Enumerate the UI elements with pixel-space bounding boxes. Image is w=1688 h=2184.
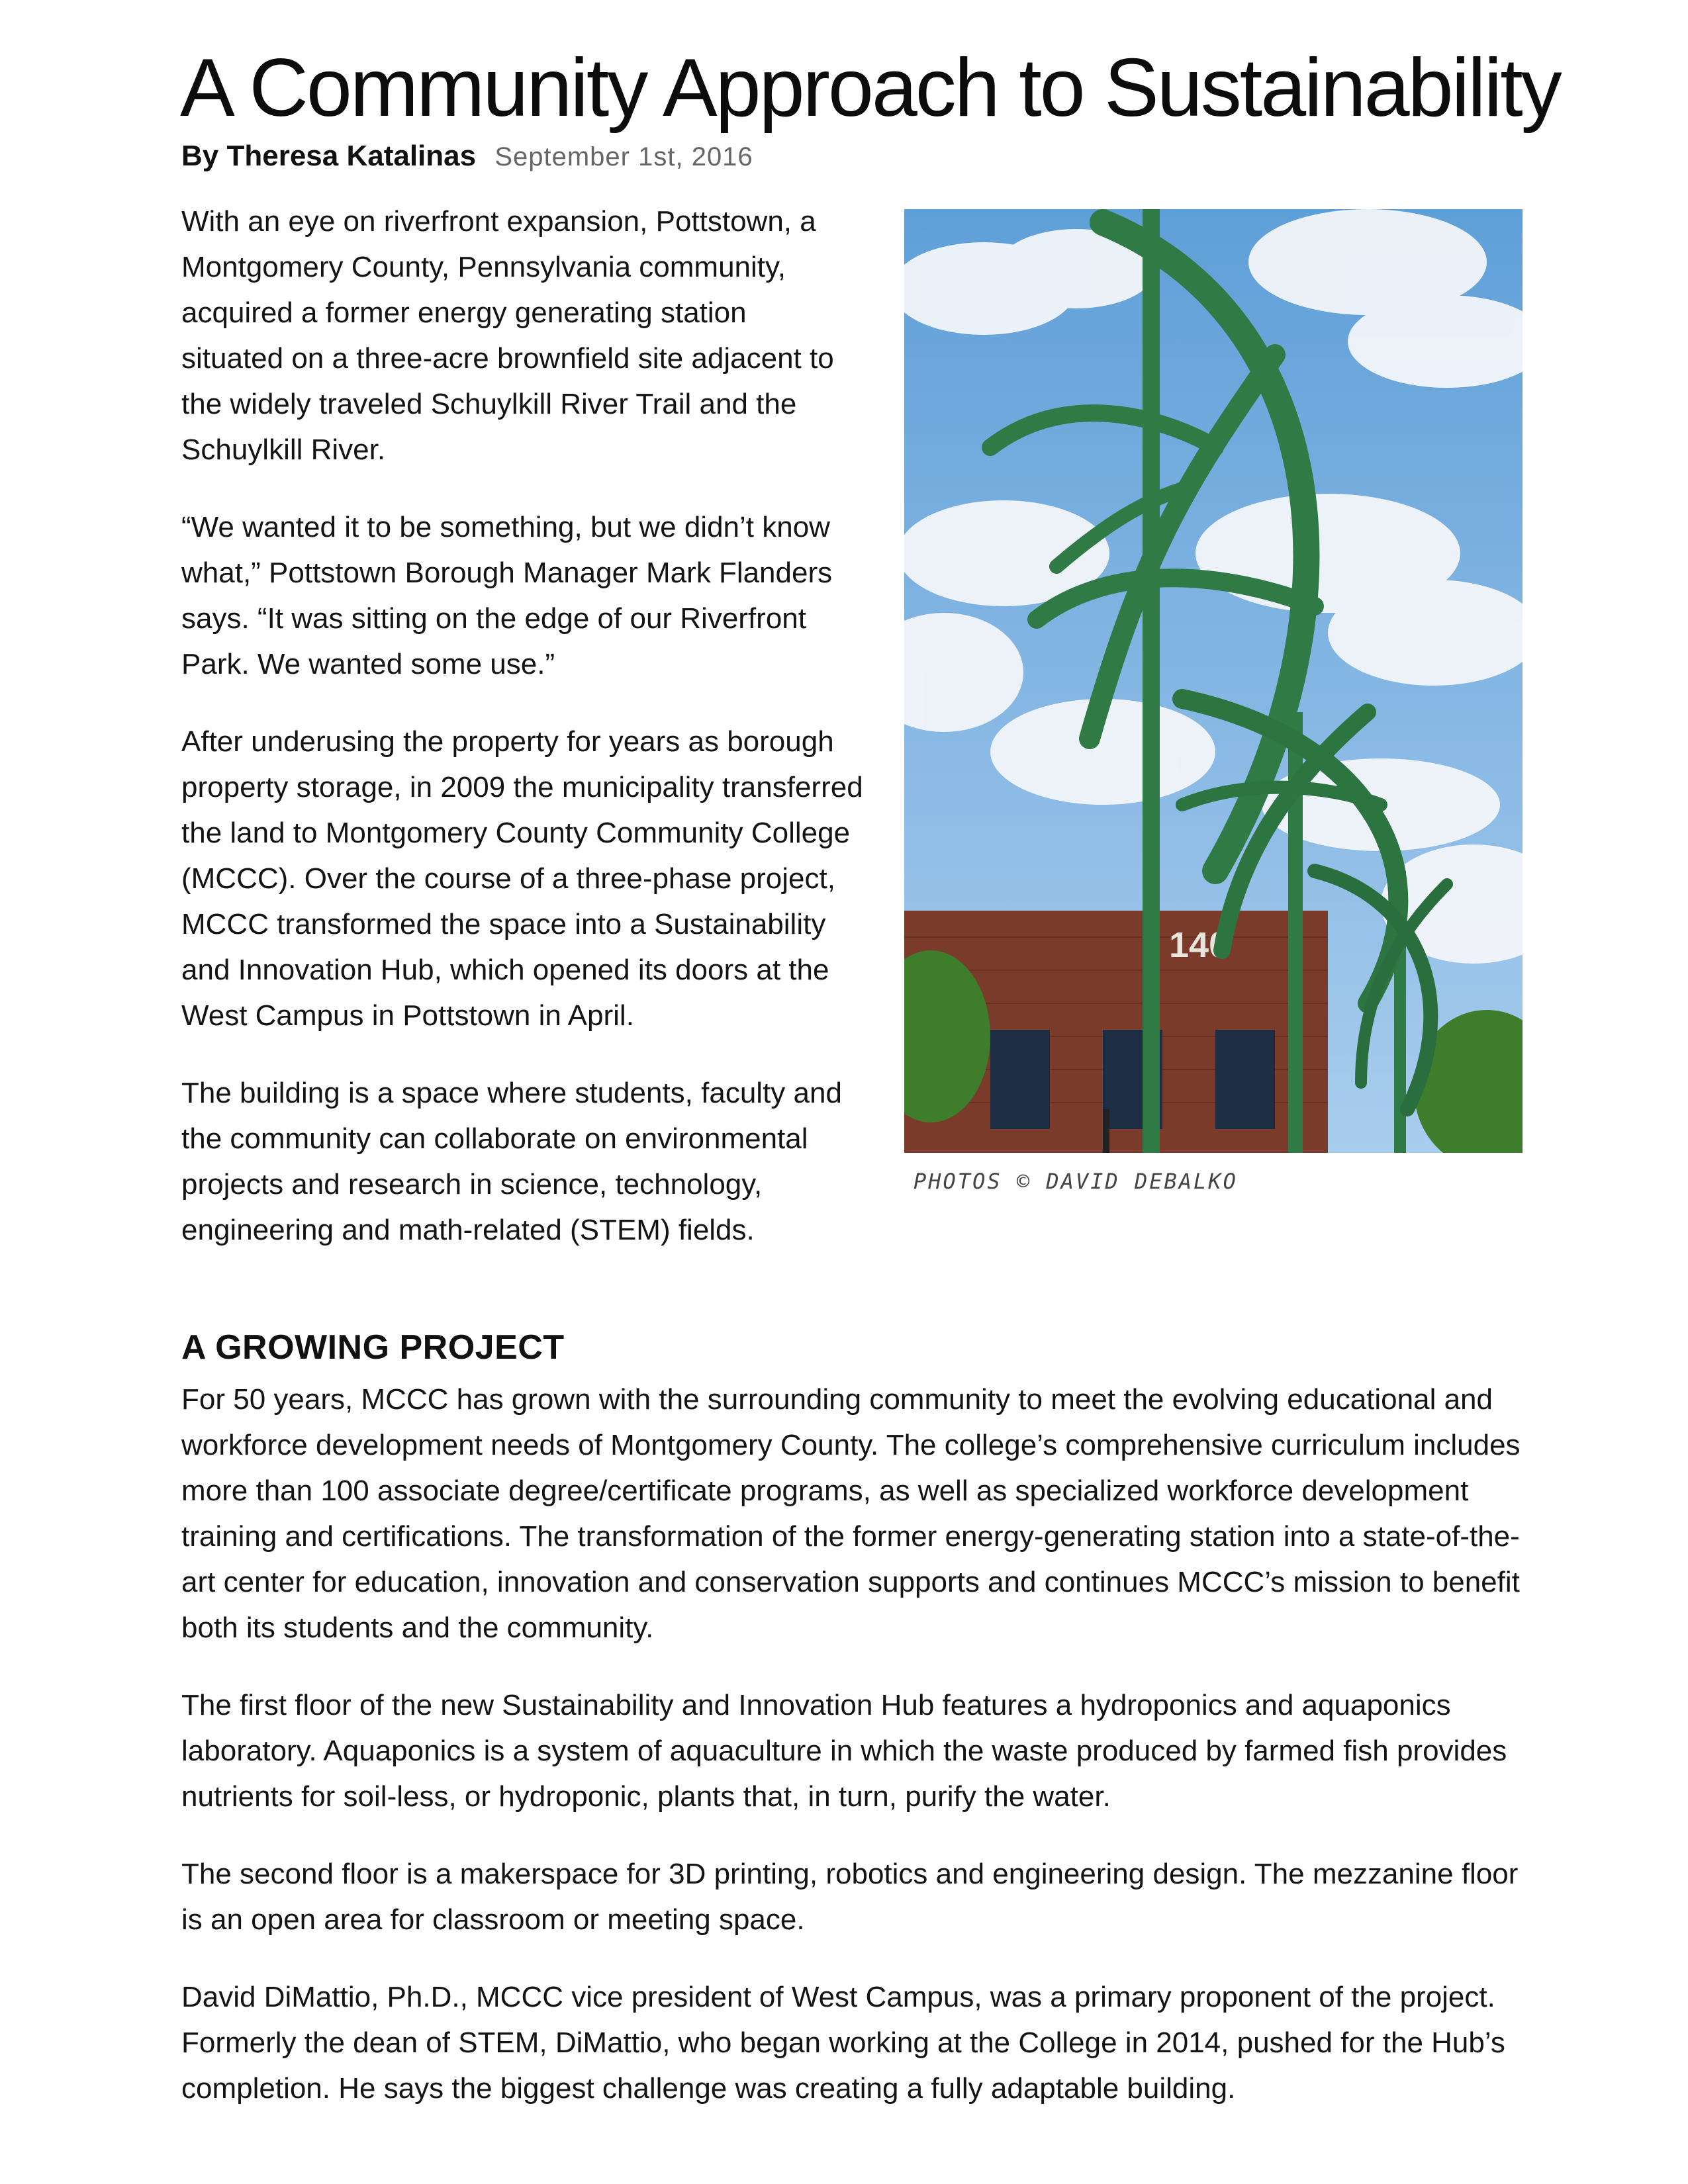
wind-turbine-photo [904,209,1523,1153]
photo-caption: PHOTOS © DAVID DEBALKO [914,1169,1238,1194]
intro-paragraph-3: After underusing the property for years as borough property storage, in 2009 the municipality transferred the land to Montgomery County Community College (MCCC). Over the course of a three-phase project, MCCC transformed the space into a Sustainability and Innovation Hub, which opened its doors at the West Campus in Pottstown in April. [181,725,863,1032]
section-paragraph-2: The first floor of the new Sustainability and Innovation Hub features a hydroponics and aquaponics laboratory. Aquaponics is a system of aquaculture in which the waste produced by farmed fish provides nutrients for soil-less, or hydroponic, plants that, in turn, purify the water. [181,1689,1507,1813]
article-title: A Community Approach to Sustainability [180,42,1560,134]
intro-paragraph-1: With an eye on riverfront expansion, Pottstown, a Montgomery County, Pennsylvania community, acquired a former energy generating station situated on a three-acre brownfield site adjacent to the widely traveled Schuylkill River Trail and the Schuylkill River. [181,205,834,466]
intro-paragraph-4: The building is a space where students, faculty and the community can collaborate on environmental projects and research in science, technology, engineering and math-related (STEM) fields. [181,1077,842,1246]
intro-paragraph-4-start [181,1070,843,1253]
author-name: By Theresa Katalinas [181,140,477,172]
building-number: 140 [1169,925,1229,965]
section-growing-project [181,1321,1525,2143]
publish-date: September 1st, 2016 [494,142,753,171]
section-paragraph-4: David DiMattio, Ph.D., MCCC vice president of West Campus, was a primary proponent of the project. Formerly the dean of STEM, DiMattio, who began working at the College in 2014, pushed for the Hub’s completion. He says the biggest challenge was creating a fully adaptable building. [181,1981,1505,2105]
section-paragraph-1: For 50 years, MCCC has grown with the surrounding community to meet the evolving educational and workforce development needs of Montgomery County. The college’s comprehensive curriculum includes more than 100 associate degree/certificate programs, as well as specialized workforce development training and certifications. The transformation of the former energy-generating station into a state-of-the-art center for education, innovation and conservation supports and continues MCCC’s mission to benefit both its students and the community. [181,1383,1521,1644]
section-paragraph-3: The second floor is a makerspace for 3D printing, robotics and engineering design. The mezzanine floor is an open area for classroom or meeting space. [181,1858,1519,1936]
intro-column [181,199,929,1285]
section-heading: A GROWING PROJECT [181,1328,565,1367]
byline [181,136,753,177]
intro-paragraph-2: “We wanted it to be something, but we didn’t know what,” Pottstown Borough Manager Mark Flanders says. “It was sitting on the edge of our Riverfront Park. We wanted some use.” [181,511,833,680]
wind-turbine-illustration [904,209,1523,1153]
